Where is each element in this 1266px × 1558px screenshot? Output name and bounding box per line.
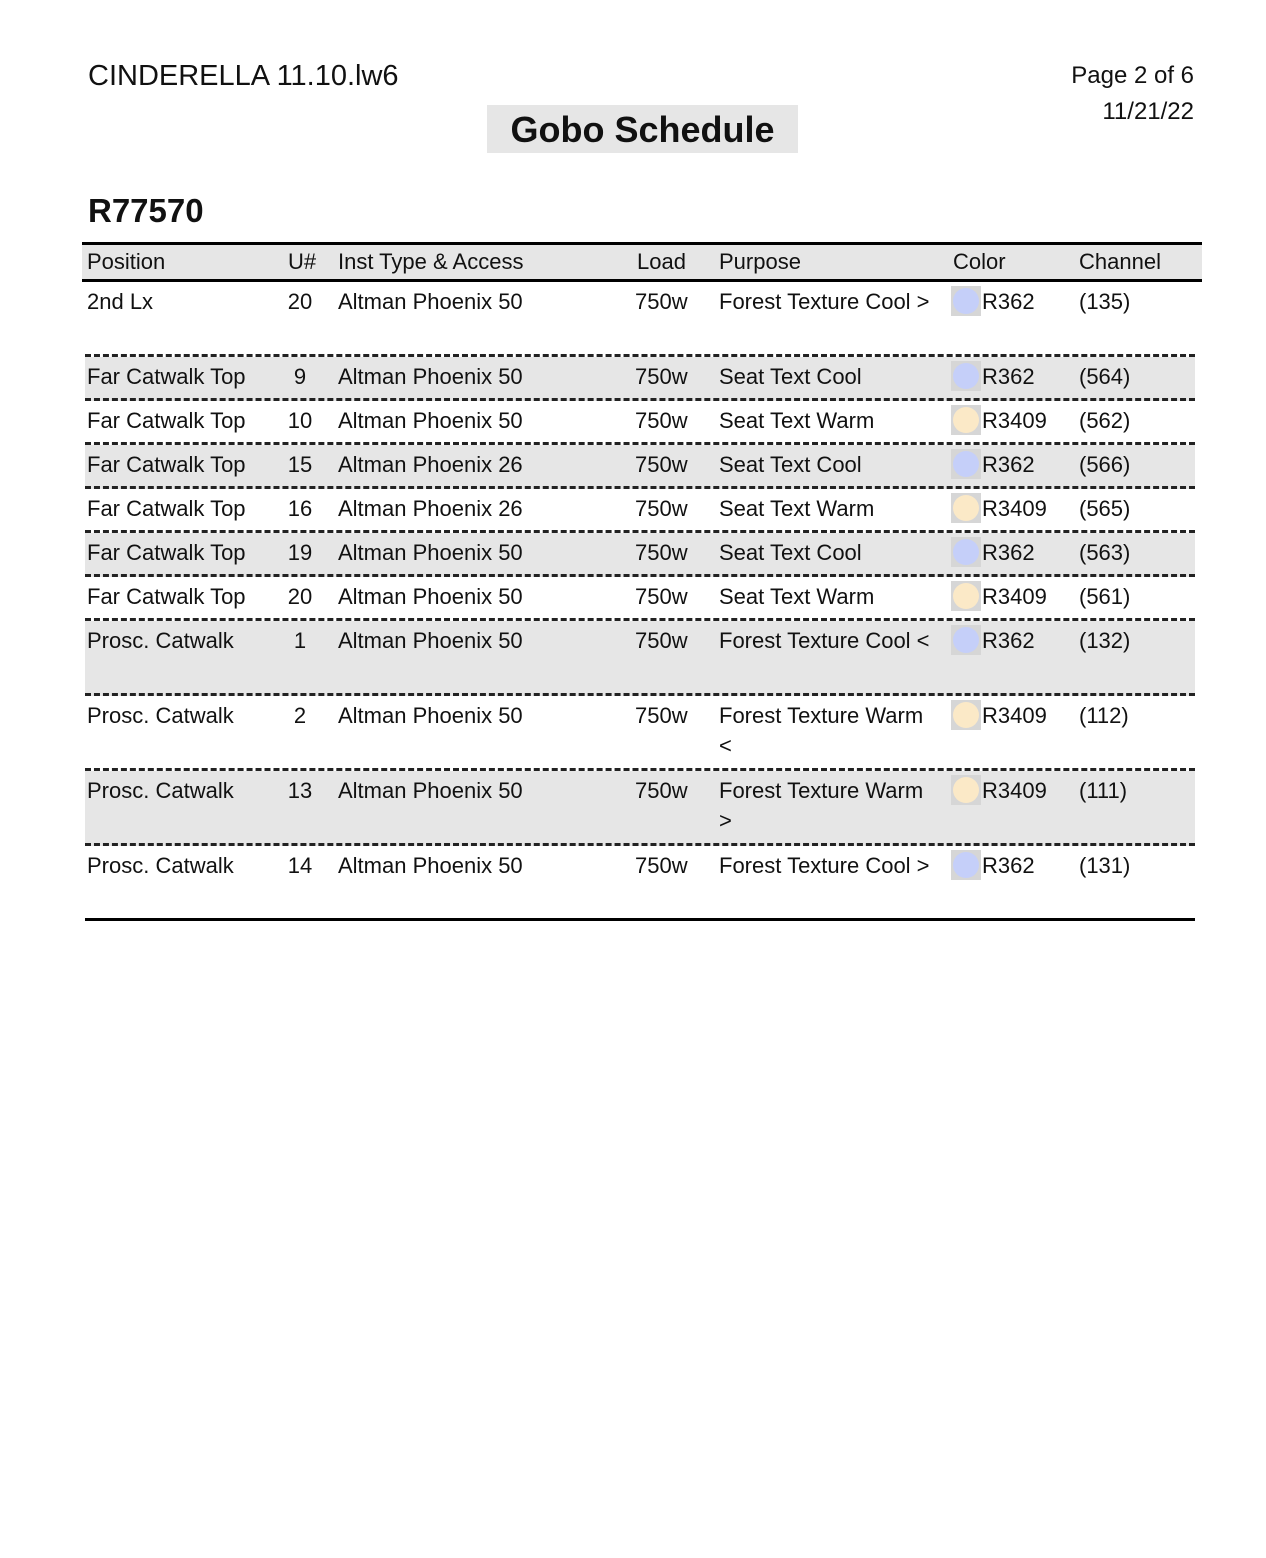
cell-color-code: R362 [982, 364, 1035, 389]
cell-purpose: Forest Texture Cool > [719, 853, 930, 878]
cell-color-code: R3409 [982, 703, 1047, 728]
color-swatch-dot [953, 288, 979, 314]
cell-channel: (566) [1079, 452, 1131, 477]
cell-purpose: Seat Text Warm [719, 584, 875, 609]
col-header-inst-type: Inst Type & Access [338, 249, 524, 274]
table-row [85, 577, 1195, 621]
cell-position: Far Catwalk Top [87, 452, 246, 477]
cell-channel: (561) [1079, 584, 1131, 609]
cell-channel: (131) [1079, 853, 1131, 878]
col-header-color: Color [953, 249, 1006, 274]
file-name: CINDERELLA 11.10.lw6 [88, 60, 399, 92]
table-header [82, 242, 1202, 282]
cell-purpose: Forest Texture Warm < [719, 703, 924, 758]
cell-position: Far Catwalk Top [87, 540, 246, 565]
cell-inst-type: Altman Phoenix 50 [338, 703, 523, 728]
cell-load: 750w [635, 853, 688, 878]
col-header-position: Position [87, 249, 166, 274]
color-swatch [951, 581, 981, 611]
cell-unit-number: 16 [287, 496, 313, 521]
col-header-purpose: Purpose [719, 249, 801, 274]
color-swatch-dot [953, 702, 979, 728]
cell-load: 750w [635, 496, 688, 521]
cell-color-code: R362 [982, 853, 1035, 878]
cell-position: Far Catwalk Top [87, 496, 246, 521]
cell-unit-number: 10 [287, 408, 313, 433]
cell-channel: (564) [1079, 364, 1131, 389]
cell-channel: (562) [1079, 408, 1131, 433]
cell-load: 750w [635, 364, 688, 389]
cell-position: Far Catwalk Top [87, 584, 246, 609]
cell-position: Prosc. Catwalk [87, 628, 234, 653]
cell-purpose: Seat Text Warm [719, 408, 875, 433]
cell-load: 750w [635, 778, 688, 803]
table-row [85, 696, 1195, 771]
col-header-unit: U# [287, 249, 317, 274]
cell-load: 750w [635, 628, 688, 653]
col-header-channel: Channel [1079, 249, 1161, 274]
cell-inst-type: Altman Phoenix 50 [338, 364, 523, 389]
cell-purpose: Seat Text Cool [719, 540, 862, 565]
color-swatch-dot [953, 451, 979, 477]
cell-unit-number: 20 [287, 584, 313, 609]
color-swatch-dot [953, 852, 979, 878]
report-title: Gobo Schedule [487, 105, 798, 153]
cell-load: 750w [635, 584, 688, 609]
cell-position: Far Catwalk Top [87, 408, 246, 433]
cell-load: 750w [635, 540, 688, 565]
cell-color-code: R362 [982, 628, 1035, 653]
cell-unit-number: 15 [287, 452, 313, 477]
color-swatch [951, 493, 981, 523]
cell-position: Prosc. Catwalk [87, 778, 234, 803]
cell-channel: (112) [1079, 703, 1129, 728]
color-swatch [951, 850, 981, 880]
cell-inst-type: Altman Phoenix 50 [338, 628, 523, 653]
table-row [85, 357, 1195, 401]
cell-inst-type: Altman Phoenix 26 [338, 452, 523, 477]
cell-color-code: R3409 [982, 584, 1047, 609]
table-row [85, 489, 1195, 533]
color-swatch-dot [953, 363, 979, 389]
cell-color-code: R362 [982, 540, 1035, 565]
cell-purpose: Forest Texture Cool > [719, 289, 930, 314]
color-swatch [951, 775, 981, 805]
color-swatch [951, 286, 981, 316]
color-swatch [951, 449, 981, 479]
cell-load: 750w [635, 452, 688, 477]
color-swatch-dot [953, 777, 979, 803]
cell-unit-number: 1 [293, 628, 307, 653]
cell-color-code: R3409 [982, 408, 1047, 433]
page-info [1071, 58, 1194, 130]
cell-unit-number: 14 [287, 853, 313, 878]
cell-inst-type: Altman Phoenix 50 [338, 778, 523, 803]
color-swatch-dot [953, 407, 979, 433]
table-row [85, 621, 1195, 696]
cell-inst-type: Altman Phoenix 26 [338, 496, 523, 521]
table-row [85, 282, 1195, 357]
page-number: Page 2 of 6 [1071, 62, 1194, 89]
cell-load: 750w [635, 289, 688, 314]
cell-inst-type: Altman Phoenix 50 [338, 408, 523, 433]
cell-color-code: R362 [982, 289, 1035, 314]
table-body [82, 282, 1202, 921]
cell-load: 750w [635, 408, 688, 433]
table-row [85, 445, 1195, 489]
cell-position: Prosc. Catwalk [87, 853, 234, 878]
cell-purpose: Seat Text Cool [719, 364, 862, 389]
cell-inst-type: Altman Phoenix 50 [338, 289, 523, 314]
cell-unit-number: 2 [293, 703, 307, 728]
cell-position: 2nd Lx [87, 289, 154, 314]
cell-inst-type: Altman Phoenix 50 [338, 540, 523, 565]
gobo-schedule-table [82, 242, 1202, 921]
cell-channel: (132) [1079, 628, 1131, 653]
cell-purpose: Seat Text Warm [719, 496, 875, 521]
table-row [85, 771, 1195, 846]
cell-channel: (563) [1079, 540, 1131, 565]
cell-color-code: R3409 [982, 496, 1047, 521]
print-date: 11/21/22 [1102, 98, 1194, 125]
cell-position: Prosc. Catwalk [87, 703, 234, 728]
color-swatch [951, 537, 981, 567]
color-swatch [951, 700, 981, 730]
cell-inst-type: Altman Phoenix 50 [338, 584, 523, 609]
cell-purpose: Forest Texture Warm > [719, 778, 924, 833]
col-header-load: Load [637, 249, 686, 274]
cell-channel: (135) [1079, 289, 1131, 314]
cell-purpose: Forest Texture Cool < [719, 628, 930, 653]
cell-channel: (111) [1079, 778, 1128, 803]
color-swatch-dot [953, 539, 979, 565]
cell-inst-type: Altman Phoenix 50 [338, 853, 523, 878]
cell-load: 750w [635, 703, 688, 728]
cell-unit-number: 19 [287, 540, 313, 565]
cell-unit-number: 20 [287, 289, 313, 314]
cell-channel: (565) [1079, 496, 1131, 521]
cell-purpose: Seat Text Cool [719, 452, 862, 477]
cell-color-code: R3409 [982, 778, 1047, 803]
color-swatch-dot [953, 495, 979, 521]
table-row [85, 846, 1195, 921]
cell-position: Far Catwalk Top [87, 364, 246, 389]
cell-unit-number: 9 [293, 364, 307, 389]
cell-color-code: R362 [982, 452, 1035, 477]
color-swatch-dot [953, 583, 979, 609]
color-swatch [951, 361, 981, 391]
table-row [85, 533, 1195, 577]
color-swatch [951, 625, 981, 655]
cell-unit-number: 13 [287, 778, 313, 803]
color-swatch [951, 405, 981, 435]
color-swatch-dot [953, 627, 979, 653]
gobo-section-heading: R77570 [88, 192, 204, 229]
table-row [85, 401, 1195, 445]
